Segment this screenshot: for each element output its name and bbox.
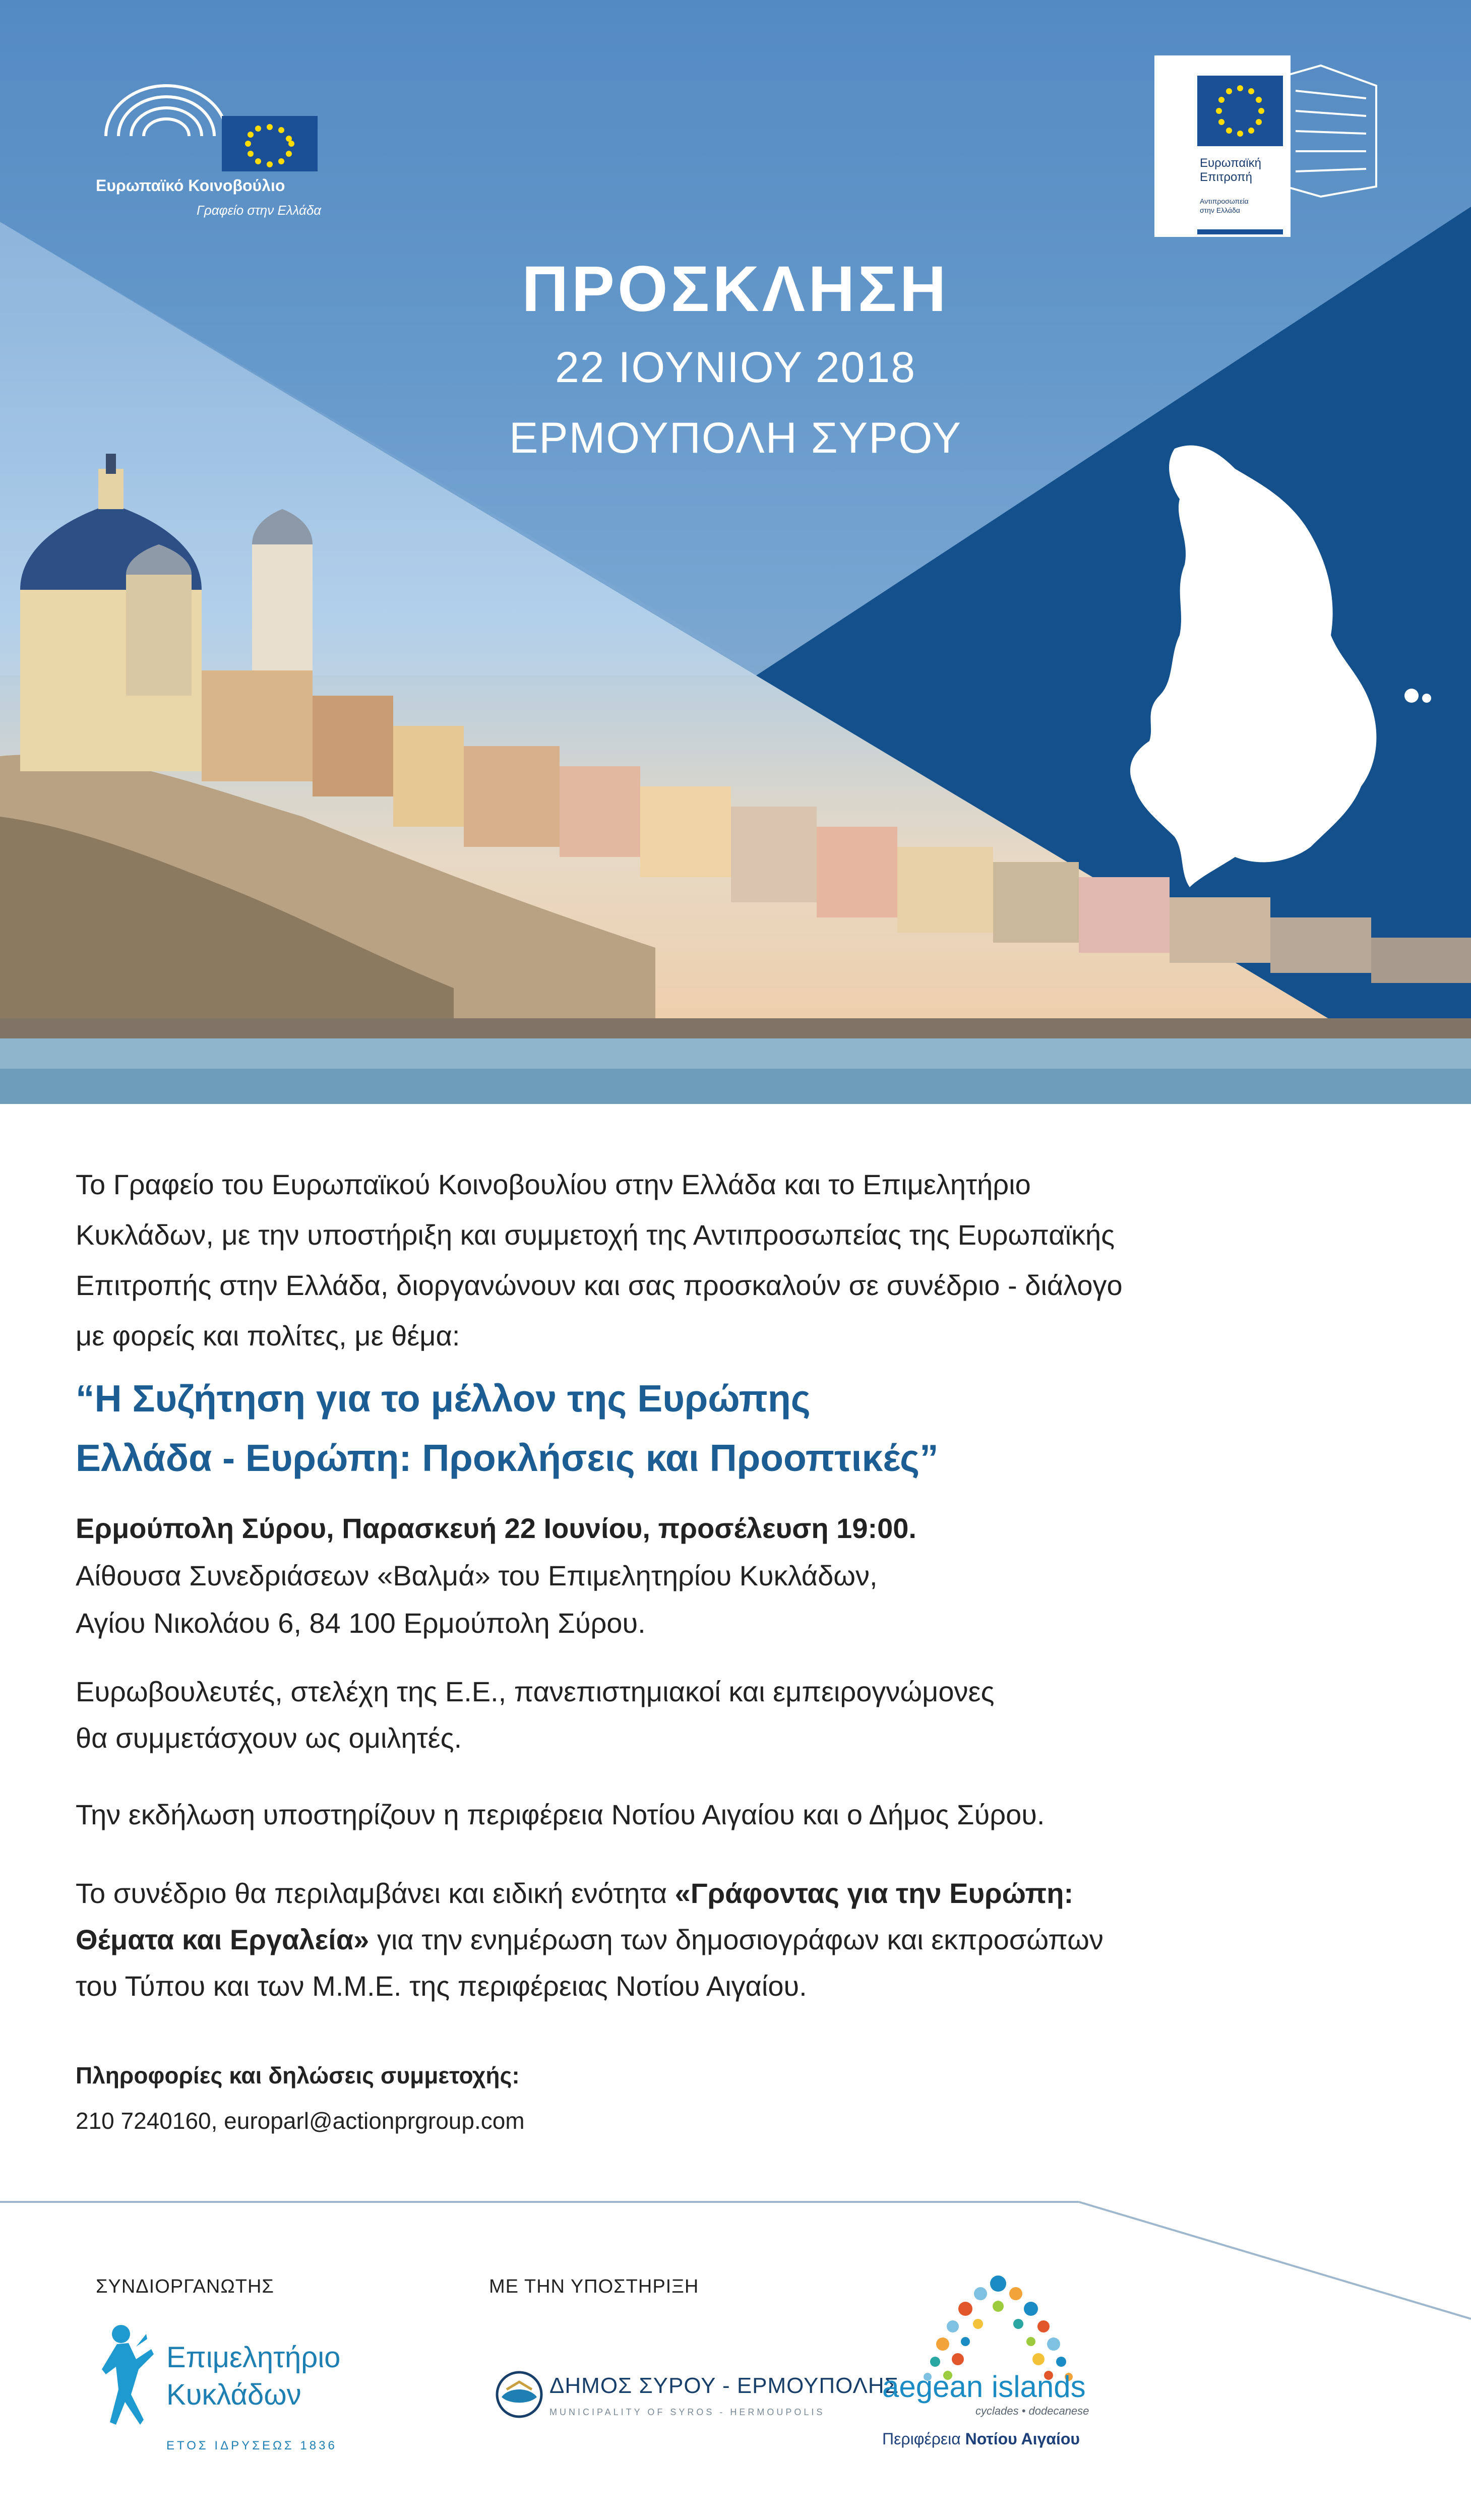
- invitation-title: ΠΡΟΣΚΛΗΣΗ: [522, 253, 949, 325]
- chamber-founded: ΕΤΟΣ ΙΔΡΥΣΕΩΣ 1836: [166, 2439, 337, 2452]
- european-commission-logo: [1154, 55, 1386, 247]
- syros-name: ΔΗΜΟΣ ΣΥΡΟΥ - ΕΡΜΟΥΠΟΛΗΣ: [549, 2373, 899, 2398]
- theme-line: Ελλάδα - Ευρώπη: Προκλήσεις και Προοπτικές”: [76, 1437, 939, 1479]
- venue-datetime: Ερμούπολη Σύρου, Παρασκευή 22 Ιουνίου, προσέλευση 19:00.: [76, 1512, 916, 1544]
- theme-line: “Η Συζήτηση για το μέλλον της Ευρώπης: [76, 1377, 811, 1420]
- ep-subtitle: Γραφείο στην Ελλάδα: [197, 203, 322, 218]
- special-line-2: [76, 1917, 1406, 1963]
- chamber-name-line-2: Κυκλάδων: [166, 2378, 301, 2411]
- special-mid: για την ενημέρωση των δημοσιογράφων και εκπροσώπων: [369, 1924, 1104, 1955]
- intro-paragraph: [76, 1159, 1406, 1361]
- event-place: ΕΡΜΟΥΠΟΛΗ ΣΥΡΟΥ: [509, 414, 962, 462]
- intro-line: με φορείς και πολίτες, με θέμα:: [76, 1320, 460, 1351]
- intro-line: Κυκλάδων, με την υποστήριξη και συμμετοχή της Αντιπροσωπείας της Ευρωπαϊκής: [76, 1219, 1115, 1251]
- special-line-1: [76, 1870, 1406, 1917]
- hero-banner: [0, 0, 1471, 1104]
- footer-divider: [0, 2198, 1471, 2329]
- ec-name-line-1: Ευρωπαϊκή: [1200, 156, 1261, 170]
- speakers-line: Ευρωβουλευτές, στελέχη της Ε.Ε., πανεπιστημιακοί και εμπειρογνώμονες: [76, 1676, 995, 1707]
- aegean-region: [882, 2430, 1080, 2448]
- ec-subtitle: [1200, 197, 1249, 215]
- special-bold-2: Θέματα και Εργαλεία»: [76, 1924, 370, 1955]
- event-date: 22 ΙΟΥΝΙΟΥ 2018: [555, 343, 916, 392]
- special-bold-1: «Γράφοντας για την Ευρώπη:: [675, 1877, 1074, 1909]
- ec-sub-line-1: Αντιπροσωπεία: [1200, 197, 1249, 205]
- chamber-name: [166, 2339, 340, 2414]
- ec-sub-line-2: στην Ελλάδα: [1200, 206, 1240, 214]
- ec-name-line-2: Επιτροπή: [1200, 170, 1252, 184]
- ep-name: Ευρωπαϊκό Κοινοβούλιο: [96, 176, 285, 195]
- special-line-3: του Τύπου και των Μ.Μ.Ε. της περιφέρειας Νοτίου Αιγαίου.: [76, 1970, 807, 2002]
- chamber-name-line-1: Επιμελητήριο: [166, 2341, 341, 2374]
- support-label: ΜΕ ΤΗΝ ΥΠΟΣΤΗΡΙΞΗ: [489, 2276, 699, 2297]
- conference-theme: [76, 1369, 1406, 1488]
- aegean-region-bold: Νοτίου Αιγαίου: [965, 2430, 1080, 2448]
- special-session-paragraph: [76, 1870, 1406, 2009]
- speakers-paragraph: [76, 1669, 1406, 1761]
- intro-line: Επιτροπής στην Ελλάδα, διοργανώνουν και σας προσκαλούν σε συνέδριο - διάλογο: [76, 1269, 1123, 1301]
- organizer-label: ΣΥΝΔΙΟΡΓΑΝΩΤΗΣ: [96, 2276, 274, 2297]
- speakers-line: θα συμμετάσχουν ως ομιλητές.: [76, 1722, 462, 1754]
- aegean-region-pre: Περιφέρεια: [882, 2430, 965, 2448]
- aegean-islands-name: aegean islands: [882, 2370, 1086, 2404]
- syros-subtitle: MUNICIPALITY OF SYROS - HERMOUPOLIS: [549, 2407, 825, 2417]
- commission-building-icon: [1154, 55, 1386, 247]
- contact-info[interactable]: 210 7240160, europarl@actionprgroup.com: [76, 2108, 525, 2134]
- venue-details: [76, 1505, 1406, 1647]
- intro-line: Το Γραφείο του Ευρωπαϊκού Κοινοβουλίου στην Ελλάδα και το Επιμελητήριο: [76, 1169, 1031, 1200]
- parliament-hemicycle-icon: [96, 71, 328, 171]
- ec-name: [1200, 156, 1261, 185]
- special-pre: Το συνέδριο θα περιλαμβάνει και ειδική ενότητα: [76, 1877, 675, 1909]
- venue-line: Αγίου Νικολάου 6, 84 100 Ερμούπολη Σύρου.: [76, 1607, 646, 1639]
- info-label: Πληροφορίες και δηλώσεις συμμετοχής:: [76, 2062, 520, 2088]
- support-paragraph: Την εκδήλωση υποστηρίζουν η περιφέρεια Νοτίου Αιγαίου και ο Δήμος Σύρου.: [76, 1799, 1045, 1830]
- aegean-tagline: cyclades • dodecanese: [975, 2405, 1089, 2417]
- venue-line: Αίθουσα Συνεδριάσεων «Βαλμά» του Επιμελητηρίου Κυκλάδων,: [76, 1560, 878, 1591]
- european-parliament-logo: [96, 71, 328, 218]
